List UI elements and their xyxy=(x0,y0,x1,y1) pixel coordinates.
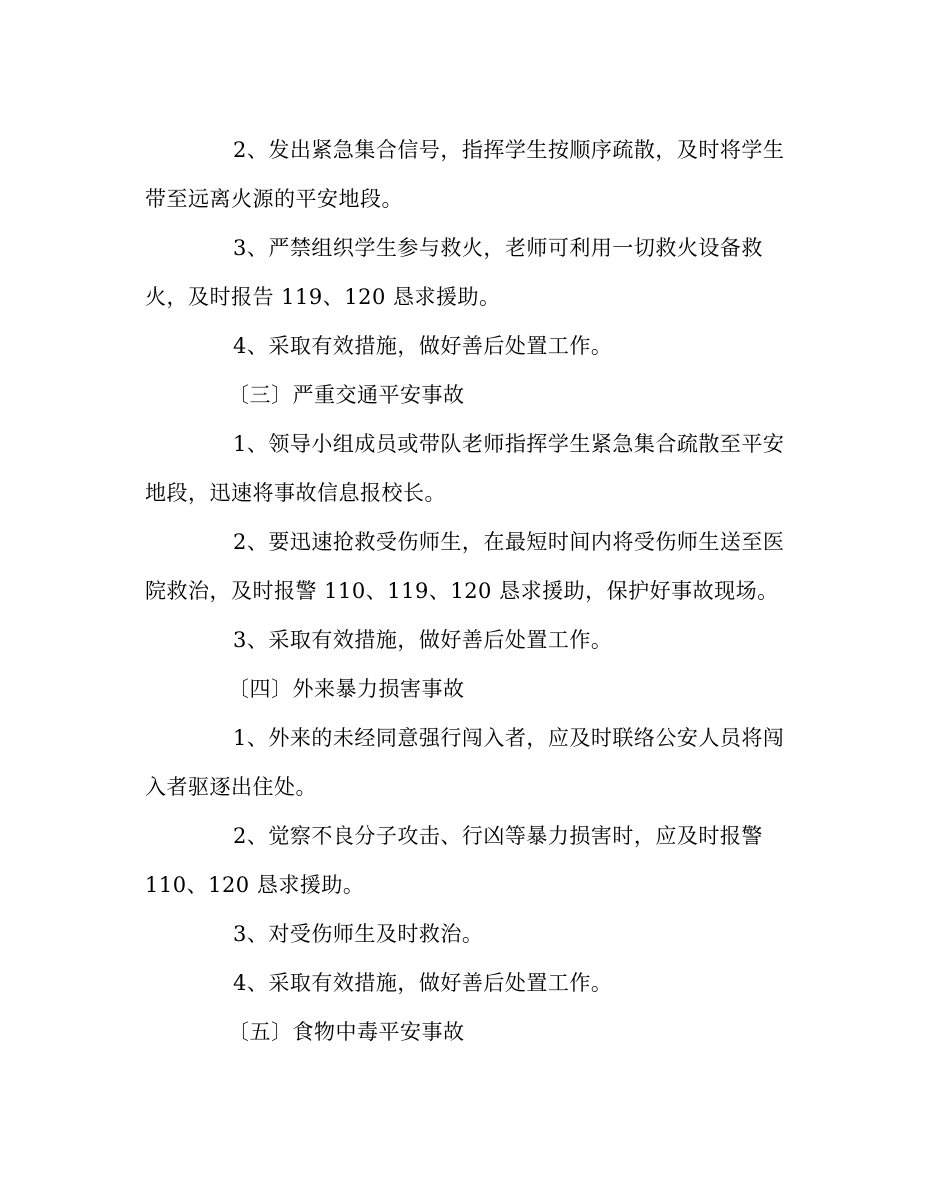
heading-text: 〔五〕食物中毒平安事故 xyxy=(228,1020,465,1044)
paragraph-violence-2 xyxy=(145,812,795,910)
paragraph-line: 1、外来的未经同意强行闯入者，应及时联络公安人员将闯 xyxy=(233,726,785,750)
paragraph-violence-1 xyxy=(145,714,795,812)
paragraph-line: 火，及时报告 119、120 恳求援助。 xyxy=(145,285,501,309)
paragraph-fire-4 xyxy=(145,322,795,371)
paragraph-line: 2、要迅速抢救受伤师生，在最短时间内将受伤师生送至医 xyxy=(233,530,785,554)
document-body xyxy=(145,126,795,1057)
paragraph-line: 110、120 恳求援助。 xyxy=(145,873,365,897)
paragraph-line: 1、领导小组成员或带队老师指挥学生紧急集合疏散至平安 xyxy=(233,432,785,456)
paragraph-line: 院救治，及时报警 110、119、120 恳求援助，保护好事故现场。 xyxy=(145,579,779,603)
paragraph-violence-4 xyxy=(145,959,795,1008)
paragraph-line: 3、严禁组织学生参与救火，老师可利用一切救火设备救 xyxy=(233,236,763,260)
heading-text: 〔四〕外来暴力损害事故 xyxy=(228,677,465,701)
paragraph-line: 带至远离火源的平安地段。 xyxy=(145,187,403,211)
paragraph-fire-3 xyxy=(145,224,795,322)
paragraph-line: 2、发出紧急集合信号，指挥学生按顺序疏散，及时将学生 xyxy=(233,138,785,162)
paragraph-line: 地段，迅速将事故信息报校长。 xyxy=(145,481,446,505)
paragraph-fire-2 xyxy=(145,126,795,224)
paragraph-traffic-3 xyxy=(145,616,795,665)
section-heading-3 xyxy=(145,371,795,420)
paragraph-violence-3 xyxy=(145,910,795,959)
heading-text: 〔三〕严重交通平安事故 xyxy=(228,383,465,407)
paragraph-line: 3、采取有效措施，做好善后处置工作。 xyxy=(233,628,613,652)
paragraph-traffic-2 xyxy=(145,518,795,616)
paragraph-line: 4、采取有效措施，做好善后处置工作。 xyxy=(233,334,613,358)
paragraph-line: 入者驱逐出住处。 xyxy=(145,775,317,799)
paragraph-line: 2、觉察不良分子攻击、行凶等暴力损害时，应及时报警 xyxy=(233,824,763,848)
paragraph-line: 3、对受伤师生及时救治。 xyxy=(233,922,484,946)
section-heading-4 xyxy=(145,665,795,714)
paragraph-traffic-1 xyxy=(145,420,795,518)
section-heading-5 xyxy=(145,1008,795,1057)
paragraph-line: 4、采取有效措施，做好善后处置工作。 xyxy=(233,971,613,995)
